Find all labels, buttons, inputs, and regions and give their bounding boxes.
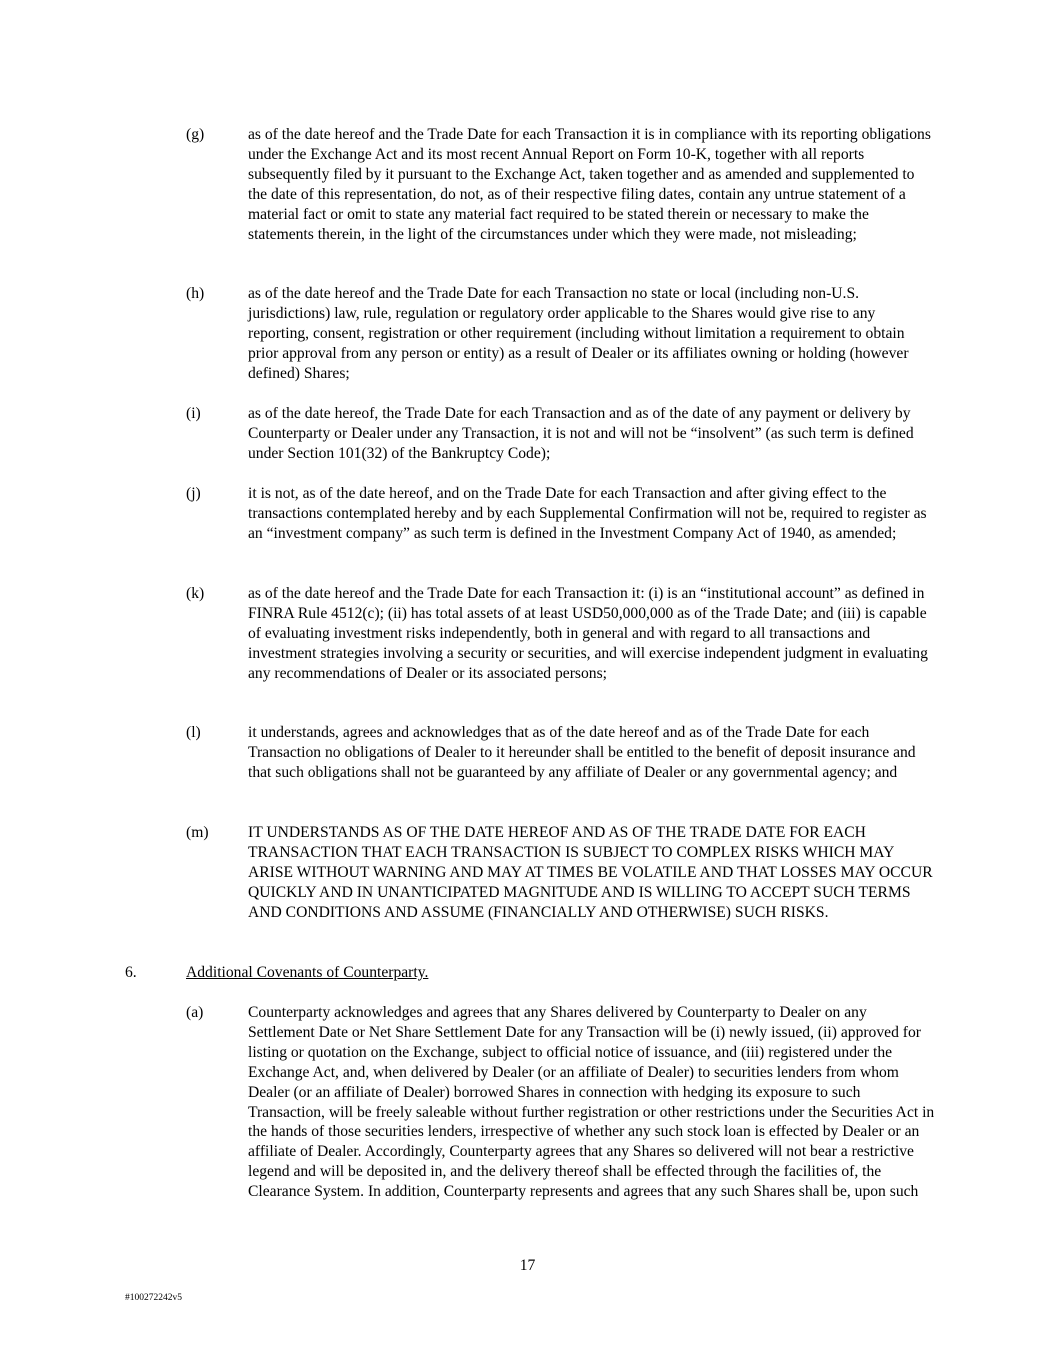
clause-text: as of the date hereof and the Trade Date for each Transaction no state or local (including non-U.S. jurisdictions) law, rule, regulation or regulatory order applicable to the Shares would give rise to any reporting, consent, registration or other requirement (including without limitation a requirement to obtain prior approval from any person or entity) as a result of Dealer or its affiliates owning or holding (however defined) Shares; bbox=[248, 285, 909, 382]
clause-text: as of the date hereof and the Trade Date for each Transaction it: (i) is an “institutional account” as defined in FINRA Rule 4512(c); (ii) has total assets of at least USD50,000,000 as of the Trade Date; and (iii) is capable of evaluating investment risks independently, both in general and with regard to all transactions and investment strategies involving a security or securities, and will exercise independent judgment in evaluating any recommendations of Dealer or its associated persons; bbox=[248, 585, 928, 682]
clause-label: (a) bbox=[186, 1004, 204, 1021]
clause-k bbox=[186, 584, 946, 684]
clause-label: (m) bbox=[186, 824, 209, 841]
clause-text: as of the date hereof, the Trade Date for each Transaction and as of the date of any payment or delivery by Counterparty or Dealer under any Transaction, it is not and will not be “insolvent” (as such term is defined under Section 101(32) of the Bankruptcy Code); bbox=[248, 405, 914, 462]
clause-m bbox=[186, 823, 946, 923]
section-title-period: . bbox=[424, 964, 429, 981]
clause-l bbox=[186, 723, 946, 783]
clause-text: as of the date hereof and the Trade Date for each Transaction it is in compliance with its reporting obligations under the Exchange Act and its most recent Annual Report on Form 10-K, together with all reports subsequently filed by it pursuant to the Exchange Act, taken together and as amended and supplemented to the date of this representation, do not, as of their respective filing dates, contain any untrue statement of a material fact or omit to state any material fact required to be stated therein or necessary to make the statements therein, in the light of the circumstances under which they were made, not misleading; bbox=[248, 126, 931, 243]
clause-text: it understands, agrees and acknowledges that as of the date hereof and as of the Trade Date for each Transaction no obligations of Dealer to it hereunder shall be entitled to the benefit of deposit insurance and that such obligations shall not be guaranteed by any affiliate of Dealer or any governmental agency; and bbox=[248, 724, 916, 781]
clause-label: (k) bbox=[186, 585, 205, 602]
section-title bbox=[186, 963, 428, 983]
section-number: 6. bbox=[125, 964, 137, 981]
clause-label: (g) bbox=[186, 126, 205, 143]
clause-label: (i) bbox=[186, 405, 201, 422]
clause-g bbox=[186, 125, 946, 244]
clause-j bbox=[186, 484, 946, 544]
clause-label: (l) bbox=[186, 724, 201, 741]
document-id: #100272242v5 bbox=[125, 1293, 182, 1303]
page-number: 17 bbox=[519, 1257, 536, 1274]
clause-h bbox=[186, 284, 946, 384]
section-title-text: Additional Covenants of Counterparty bbox=[186, 964, 425, 981]
clause-a bbox=[186, 1003, 946, 1202]
clause-label: (j) bbox=[186, 485, 201, 502]
clause-label: (h) bbox=[186, 285, 205, 302]
clause-text: IT UNDERSTANDS AS OF THE DATE HEREOF AND AS OF THE TRADE DATE FOR EACH TRANSACTION THAT EACH TRANSACTION IS SUBJECT TO COMPLEX RISKS WHICH MAY ARISE WITHOUT WARNING AND MAY AT TIMES BE VOLATILE AND THAT LOSSES MAY OCCUR QUICKLY AND IN UNANTICIPATED MAGNITUDE AND IS WILLING TO ACCEPT SUCH TERMS AND CONDITIONS AND ASSUME (FINANCIALLY AND OTHERWISE) SUCH RISKS. bbox=[248, 824, 933, 921]
clause-i bbox=[186, 404, 946, 464]
clause-text: it is not, as of the date hereof, and on the Trade Date for each Transaction and after giving effect to the transactions contemplated hereby and by each Supplemental Confirmation will not be, required to register as an “investment company” as such term is defined in the Investment Company Act of 1940, as amended; bbox=[248, 485, 927, 542]
clause-text: Counterparty acknowledges and agrees that any Shares delivered by Counterparty to Dealer on any Settlement Date or Net Share Settlement Date for any Transaction will be (i) newly issued, (ii) approved for listing or quotation on the Exchange, subject to official notice of issuance, and (iii) registered under the Exchange Act, and, when delivered by Dealer (or an affiliate of Dealer) to securities lenders from whom Dealer (or an affiliate of Dealer) borrowed Shares in connection with hedging its exposure to such Transaction, will be freely saleable without further registration or other restrictions under the Securities Act in the hands of those securities lenders, irrespective of whether any such stock loan is effected by Dealer or an affiliate of Dealer. Accordingly, Counterparty agrees that any Shares so delivered will not bear a restrictive legend and will be deposited in, and the delivery thereof shall be effected through the facilities of, the Clearance System. In addition, Counterparty represents and agrees that any such Shares shall be, upon such bbox=[248, 1004, 935, 1201]
